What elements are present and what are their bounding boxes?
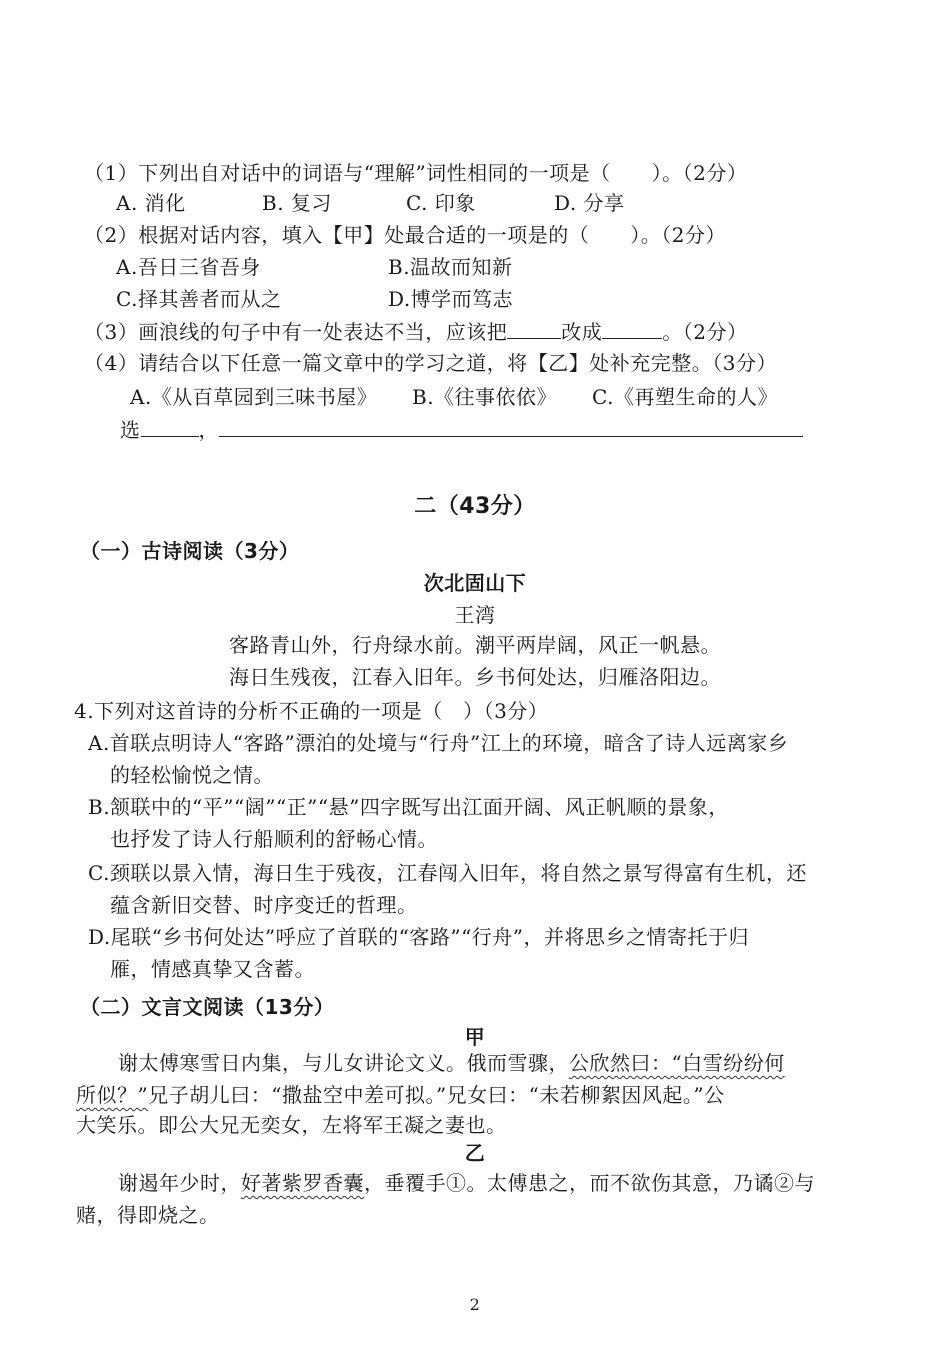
q1-sub3 <box>84 318 747 345</box>
q1-sub2-option-a: A.吾日三省吾身 <box>116 255 261 279</box>
jia-wavy-sentence-part-2: 所似？” <box>76 1083 149 1107</box>
passage-jia-line-1 <box>118 1050 785 1076</box>
q1-sub2-option-d: D.博学而笃志 <box>388 287 514 311</box>
passage-yi-label: 乙 <box>464 1141 486 1165</box>
q4-option-c-line-1: C.颈联以景入情，海日生于残夜，江春闯入旧年，将自然之景写得富有生机，还 <box>88 861 807 885</box>
q1-sub3-blank-2[interactable] <box>602 318 662 339</box>
poem-line-1: 客路青山外，行舟绿水前。潮平两岸阔，风正一帆悬。 <box>229 633 721 657</box>
poem-author: 王湾 <box>454 603 496 627</box>
passage-yi-line-1 <box>118 1170 815 1196</box>
q1-sub1-option-d: D. 分享 <box>554 191 625 215</box>
q1-sub3-blank-1[interactable] <box>507 318 561 339</box>
passage-jia-line-2 <box>76 1082 725 1108</box>
q4-option-d-line-2: 雁，情感真挚又含蓄。 <box>110 957 315 981</box>
q1-sub2-option-b: B.温故而知新 <box>388 255 513 279</box>
q1-sub1-option-b: B. 复习 <box>262 191 332 215</box>
section-2-title: 二（43分） <box>414 494 536 519</box>
q1-sub4-answer-line <box>120 416 803 443</box>
q1-sub4-select-label: 选 <box>120 418 141 442</box>
q4-option-b-line-1: B.颔联中的“平”“阔”“正”“悬”四字既写出江面开阔、风正帆顺的景象， <box>88 795 729 819</box>
q1-sub1-option-a: A. 消化 <box>116 191 186 215</box>
q1-sub3-text-a: （3）画浪线的句子中有一处表达不当，应该把 <box>84 320 508 344</box>
passage-jia-label: 甲 <box>464 1025 486 1049</box>
q1-sub4-answer-blank[interactable] <box>219 416 803 437</box>
q1-sub2: （2）根据对话内容，填入【甲】处最合适的一项是的（ ）。（2分） <box>84 223 726 247</box>
q1-sub3-text-c: 。（2分） <box>662 320 748 344</box>
q4-option-a-line-1: A.首联点明诗人“客路”漂泊的处境与“行舟”江上的环境，暗含了诗人远离家乡 <box>88 731 789 755</box>
q1-sub4: （4）请结合以下任意一篇文章中的学习之道，将【乙】处补充完整。（3分） <box>84 351 777 375</box>
q1-sub4-comma: ， <box>198 418 219 442</box>
passage-yi-line-2: 赌，得即烧之。 <box>76 1203 220 1227</box>
q1-sub4-select-blank[interactable] <box>141 416 199 437</box>
page-number: 2 <box>469 1295 481 1314</box>
q4-option-a-line-2: 的轻松愉悦之情。 <box>110 763 274 787</box>
yi-wavy-phrase: 好著紫罗香囊 <box>241 1171 364 1195</box>
q1-sub3-text-b: 改成 <box>561 320 603 344</box>
q1-sub1: （1）下列出自对话中的词语与“理解”词性相同的一项是（ ）。（2分） <box>84 161 748 185</box>
part2-heading: （二）文言文阅读（13分） <box>80 995 335 1019</box>
jia-line-2-text: 兄子胡儿曰：“撒盐空中差可拟。”兄女曰：“未若柳絮因风起。”公 <box>148 1083 725 1107</box>
q1-sub4-option-b: B.《往事依依》 <box>412 385 558 409</box>
jia-wavy-sentence-part-1: 公欣然曰：“白雪纷纷何 <box>569 1051 785 1075</box>
yi-line-1-text-a: 谢遏年少时， <box>118 1171 241 1195</box>
q1-sub4-option-c: C.《再塑生命的人》 <box>592 385 778 409</box>
q1-sub4-option-a: A.《从百草园到三味书屋》 <box>130 385 378 409</box>
q4-option-c-line-2: 蕴含新旧交替、时序变迁的哲理。 <box>110 893 418 917</box>
yi-line-1-text-c: ，垂覆手①。太傅患之，而不欲伤其意，乃谲②与 <box>364 1171 815 1195</box>
passage-jia-line-3: 大笑乐。即公大兄无奕女，左将军王凝之妻也。 <box>76 1113 507 1137</box>
q4-stem: 4.下列对这首诗的分析不正确的一项是（ ）（3分） <box>74 699 549 723</box>
q4-option-d-line-1: D.尾联“乡书何处达”呼应了首联的“客路”“行舟”，并将思乡之情寄托于归 <box>88 925 750 949</box>
q1-sub1-option-c: C. 印象 <box>406 191 476 215</box>
jia-line-1-text: 谢太傅寒雪日内集，与儿女讲论文义。俄而雪骤， <box>118 1051 569 1075</box>
q4-option-b-line-2: 也抒发了诗人行船顺利的舒畅心情。 <box>110 827 438 851</box>
q1-sub2-option-c: C.择其善者而从之 <box>116 287 282 311</box>
part1-heading: （一）古诗阅读（3分） <box>80 539 300 563</box>
poem-line-2: 海日生残夜，江春入旧年。乡书何处达，归雁洛阳边。 <box>229 665 721 689</box>
poem-title: 次北固山下 <box>423 571 527 595</box>
